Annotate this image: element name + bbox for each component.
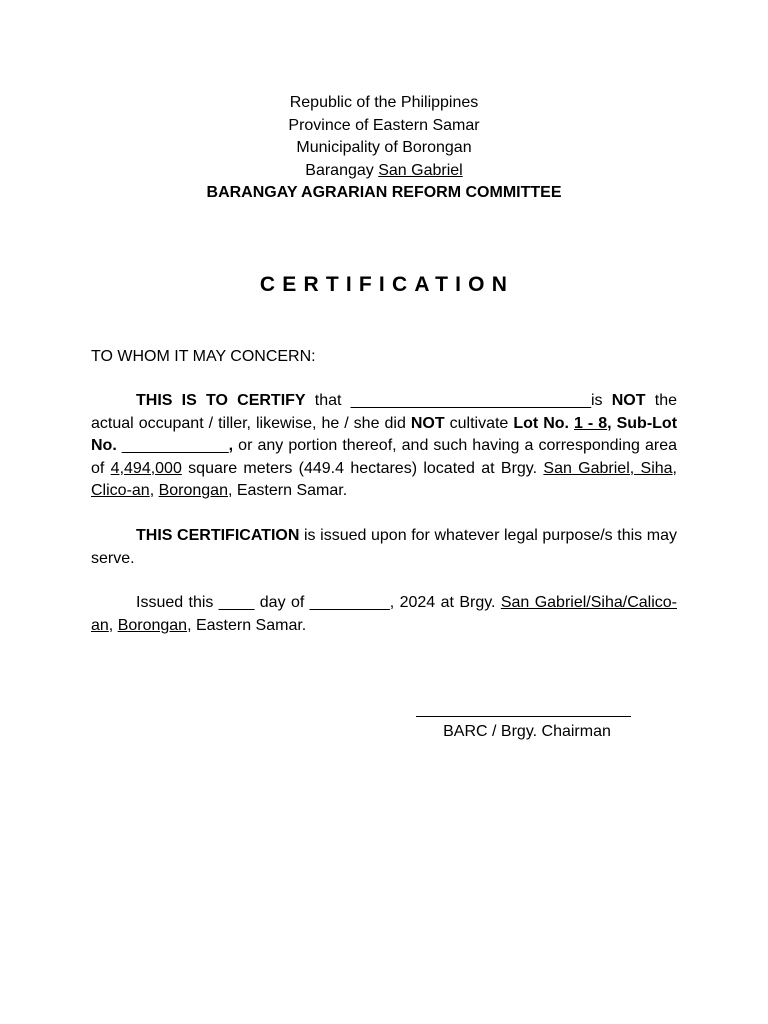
purpose-text: is issued upon for whatever legal purpose/s this may serve.	[91, 527, 677, 567]
certify-text-4: or any portion thereof, and such having a corresponding area of	[91, 437, 677, 477]
location-separator: ,	[149, 482, 159, 499]
barangay-name: San Gabriel	[378, 161, 463, 179]
committee-line: BARANGAY AGRARIAN REFORM COMMITTEE	[206, 184, 562, 201]
not-emphasis-2: NOT	[410, 414, 445, 432]
sublot-comma: ,	[228, 437, 234, 454]
purpose-paragraph	[91, 525, 677, 570]
issued-paragraph	[91, 592, 677, 637]
republic-line: Republic of the Philippines	[289, 94, 479, 111]
barangay-prefix: Barangay	[305, 161, 379, 179]
certify-text-2: the actual occupant / tiller, likewise, he / she did	[91, 392, 677, 432]
sublot-blank: ____________	[121, 437, 229, 454]
certify-lead: THIS IS TO CERTIFY	[136, 392, 306, 409]
issued-location: San Gabriel/Siha/Calico-an	[91, 594, 677, 634]
area-value: 4,494,000	[110, 459, 182, 477]
not-emphasis-1: NOT	[611, 392, 646, 409]
sublot-label: Sub-Lot No.	[91, 414, 678, 454]
issued-municipality: Borongan	[117, 616, 188, 634]
location-value: San Gabriel, Siha, Clico-an	[91, 459, 677, 499]
municipality-value: Borongan	[158, 482, 228, 499]
lot-label: Lot No.	[513, 414, 569, 432]
issued-text-2: , Eastern Samar.	[187, 616, 307, 634]
letterhead	[0, 92, 768, 205]
province-line: Province of Eastern Samar	[288, 116, 480, 134]
lot-value: 1 - 8	[574, 414, 608, 432]
document-title: CERTIFICATION	[259, 273, 515, 296]
municipality-line: Municipality of Borongan	[296, 139, 472, 156]
certify-text-1: that ___________________________is	[305, 392, 612, 409]
signature-line	[416, 716, 631, 717]
signature-label: BARC / Brgy. Chairman	[443, 723, 611, 740]
barangay-line	[0, 160, 768, 183]
lot-comma: ,	[607, 414, 612, 432]
certify-text-6: , Eastern Samar.	[227, 482, 348, 499]
certify-paragraph	[91, 390, 677, 503]
certify-text-5: square meters (449.4 hectares) located at Brgy.	[181, 459, 544, 477]
salutation: TO WHOM IT MAY CONCERN:	[91, 348, 316, 365]
issued-separator: ,	[108, 616, 118, 634]
issued-text-1: Issued this ____ day of _________, 2024 at Brgy.	[136, 594, 501, 611]
certify-text-3: cultivate	[444, 414, 514, 432]
purpose-lead: THIS CERTIFICATION	[136, 527, 300, 544]
